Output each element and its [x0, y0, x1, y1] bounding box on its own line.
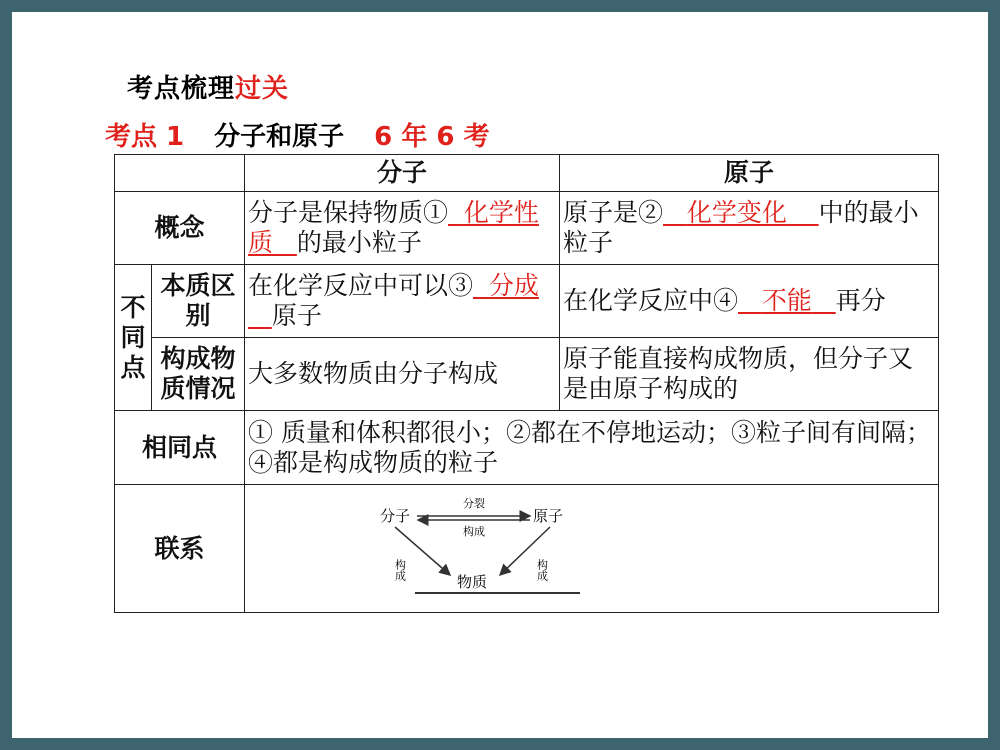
composition-atom: 原子能直接构成物质，但分子又是由原子构成的	[560, 338, 939, 411]
answer-4: 不能	[761, 286, 812, 315]
heading-black: 考点梳理	[127, 74, 236, 104]
composition-label: 构成物质情况	[152, 338, 245, 411]
diagram-bottom: 物质	[457, 573, 488, 591]
concept-atom-pre: 原子是②	[563, 198, 664, 227]
concept-molecule-cell	[245, 192, 560, 265]
relation-row	[115, 485, 939, 613]
corner-cell	[115, 155, 245, 192]
essence-molecule-pre: 在化学反应中可以③	[248, 271, 474, 300]
essence-label: 本质区别	[152, 265, 245, 338]
relation-diagram	[245, 485, 935, 605]
essence-atom-cell	[560, 265, 939, 338]
table-header-row	[115, 155, 939, 192]
essence-atom-post: 再分	[835, 286, 886, 315]
similarity-row	[115, 411, 939, 485]
diagram-right: 原子	[533, 507, 564, 525]
similarity-label: 相同点	[115, 411, 245, 485]
diagram-left-diag-label: 构成	[393, 559, 407, 581]
essence-atom-pre: 在化学反应中④	[563, 286, 739, 315]
diagram-top-label: 分裂	[463, 497, 485, 510]
topic-label: 考点 1	[105, 122, 185, 152]
topic-title	[105, 116, 490, 153]
answer-2: 化学变化	[686, 198, 787, 227]
answer-1: 化学性质	[248, 198, 539, 257]
composition-molecule: 大多数物质由分子构成	[245, 338, 560, 411]
knowledge-table	[114, 154, 939, 613]
concept-atom-post: 中的最小粒子	[563, 198, 919, 257]
concept-molecule-pre: 分子是保持物质①	[248, 198, 449, 227]
header-atom: 原子	[560, 155, 939, 192]
topic-name: 分子和原子	[214, 122, 345, 152]
composition-row	[115, 338, 939, 411]
topic-frequency: 6 年 6 考	[374, 122, 490, 152]
section-heading	[127, 68, 289, 105]
essence-molecule-post: 原子	[271, 301, 322, 330]
diagram-left: 分子	[380, 507, 411, 525]
diagram-right-diag-label: 构成	[535, 559, 549, 581]
concept-label: 概念	[115, 192, 245, 265]
essence-molecule-cell	[245, 265, 560, 338]
relation-label: 联系	[115, 485, 245, 613]
relation-diagram-cell	[245, 485, 939, 613]
slide	[12, 12, 988, 738]
difference-label-cell	[115, 265, 152, 411]
difference-label: 不同点	[120, 292, 146, 382]
answer-3: 分成	[488, 271, 539, 300]
essence-row	[115, 265, 939, 338]
similarity-text: ① 质量和体积都很小；②都在不停地运动；③粒子间有间隔；④都是构成物质的粒子	[245, 411, 939, 485]
heading-red: 过关	[235, 74, 290, 104]
header-molecule: 分子	[245, 155, 560, 192]
diagram-bottom-label: 构成	[463, 525, 485, 538]
concept-row	[115, 192, 939, 265]
concept-molecule-post: 的最小粒子	[296, 228, 422, 257]
concept-atom-cell	[560, 192, 939, 265]
